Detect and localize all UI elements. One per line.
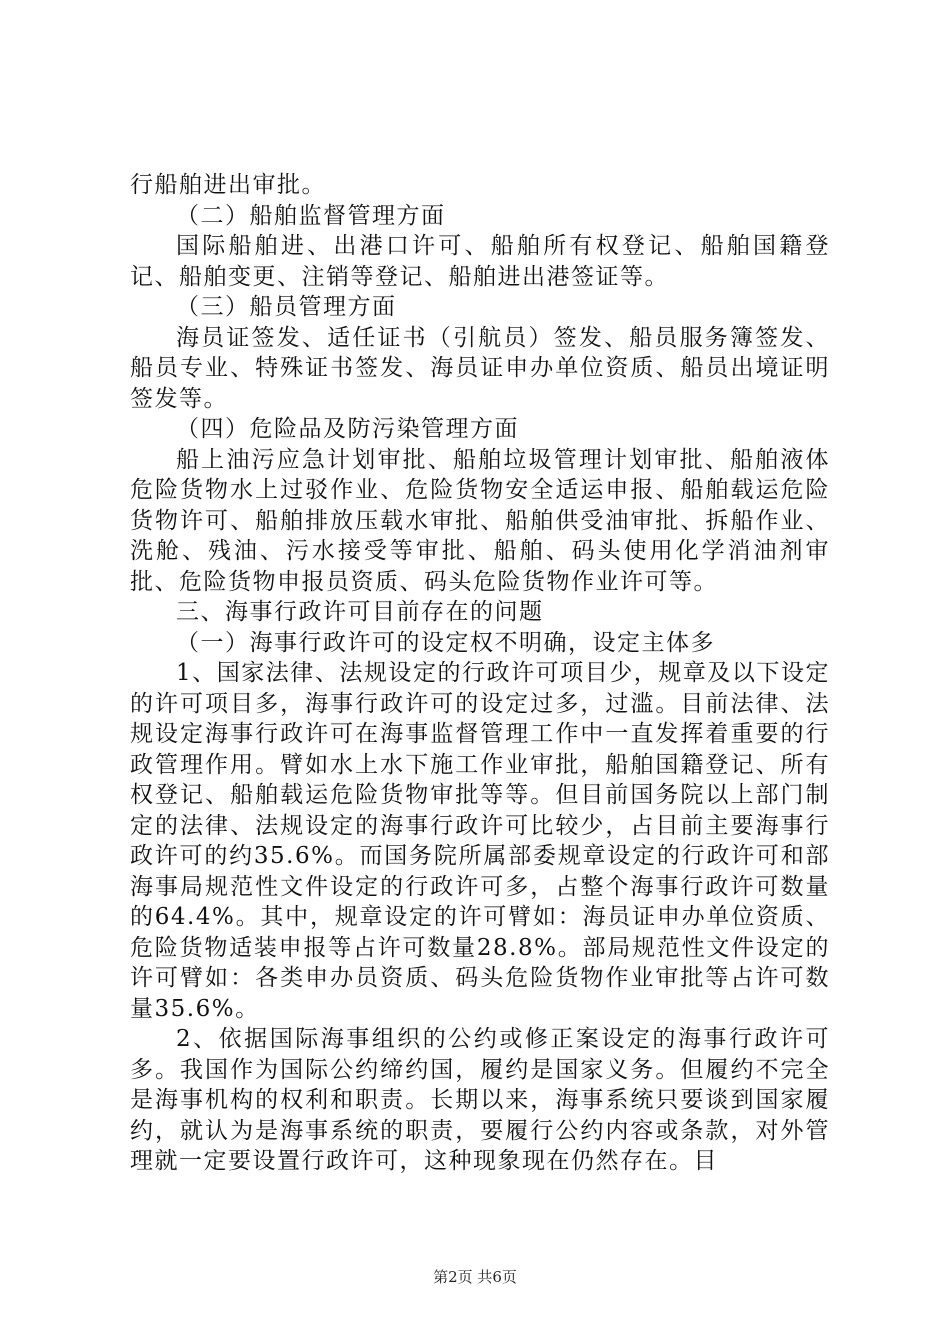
- heading-section-three: 三、海事行政许可目前存在的问题: [176, 599, 544, 625]
- page-footer: 第2页 共6页: [433, 1268, 517, 1286]
- heading-dangerous-goods: （四）危险品及防污染管理方面: [176, 416, 519, 442]
- paragraph-point-two: 2、依据国际海事组织的公约或修正案设定的海事行政许可多。我国作为国际公约缔约国，履约是国家义务。但履约不完全是海事机构的权利和职责。长期以来，海事系统只要谈到国家履约，就认为是海事系统的职责，要履行公约内容或条款，对外管理就一定要设置行政许可，这种现象现在仍然存在。目: [130, 1026, 830, 1174]
- document-body: [130, 170, 830, 1177]
- paragraph-crew-management: 海员证签发、适任证书（引航员）签发、船员服务簿签发、船员专业、特殊证书签发、海员证申办单位资质、船员出境证明签发等。: [130, 324, 830, 412]
- paragraph-ship-supervision: 国际船舶进、出港口许可、船舶所有权登记、船舶国籍登记、船舶变更、注销等登记、船舶进出港签证等。: [130, 233, 830, 290]
- paragraph-dangerous-goods: 船上油污应急计划审批、船舶垃圾管理计划审批、船舶液体危险货物水上过驳作业、危险货物安全适运申报、船舶载运危险货物许可、船舶排放压载水审批、船舶供受油审批、拆船作业、洗舱、残油、污水接受等审批、船舶、码头使用化学消油剂审批、危险货物申报员资质、码头危险货物作业许可等。: [130, 446, 830, 595]
- paragraph-point-one: 1、国家法律、法规设定的行政许可项目少，规章及以下设定的许可项目多，海事行政许可的设定过多，过滥。目前法律、法规设定海事行政许可在海事监督管理工作中一直发挥着重要的行政管理作用。臂如水上水下施工作业审批，船舶国籍登记、所有权登记、船舶载运危险货物审批等等。但目前国务院以上部门制定的法律、法规设定的海事行政许可比较少，占目前主要海事行政许可的约35.6%。而国务院所属部委规章设定的行政许可和部海事局规范性文件设定的行政许可多，占整个海事行政许可数量的64.4%。其中，规章设定的许可臂如：海员证申办单位资质、危险货物适装申报等占许可数量28.8%。部局规范性文件设定的许可臂如：各类申办员资质、码头危险货物作业审批等占许可数量35.6%。: [130, 660, 830, 1022]
- heading-crew-management: （三）船员管理方面: [176, 294, 397, 320]
- heading-ship-supervision: （二）船舶监督管理方面: [176, 202, 446, 229]
- paragraph-1: 行船舶进出审批。: [130, 172, 326, 198]
- heading-subsection-one: （一）海事行政许可的设定权不明确，设定主体多: [176, 629, 715, 656]
